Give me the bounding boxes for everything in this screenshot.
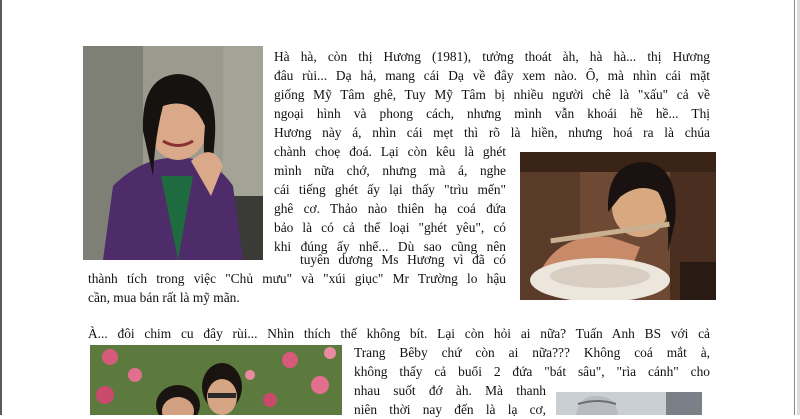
photo-huong-eating: [520, 152, 716, 300]
paragraph-1-line-11: khi đúng ấy nhể... Dù sao cũng nên: [274, 239, 506, 254]
paragraph-1-line-2: đâu rùi... Dạ hả, mang cái Dạ về đây xem nào. Ô, mà nhìn cái mặt: [274, 68, 710, 83]
paragraph-2-line-1: À... đôi chim cu đây rùi... Nhìn thích thế không bít. Lại còn hỏi ai nữa? Tuấn Anh BS với cả: [88, 326, 710, 341]
paragraph-1-line-10: bảo là có cả thể loại "ghét yêu", có: [274, 220, 506, 235]
paragraph-1-line-13: thành tích trong việc "Chủ mưu" và "xúi giục" Mr Trường lo hậu: [88, 271, 506, 286]
paragraph-1-line-4: ngoại hình và phong cách, nhưng mình vẫn khoái hề hề... Thị: [274, 106, 710, 121]
paragraph-1-line-1: Hà hà, còn thị Hương (1981), tưởng thoát àh, hà hà... thị Hương: [274, 49, 710, 64]
photo-huong-portrait: [83, 46, 263, 260]
paragraph-2-line-4: nhau suốt đớ àh. Mà thanh: [354, 383, 546, 398]
paragraph-2-line-5: niên thời nay đến là lạ cơ,: [354, 402, 546, 417]
paragraph-2-line-2: Trang Bêby chứ còn ai nữa??? Không coá mắt à,: [354, 345, 710, 360]
window-left-border: [0, 0, 2, 415]
paragraph-1-line-12: tuyên dương Ms Hương vì đã có: [300, 252, 506, 267]
photo-person-helmet: [556, 392, 702, 415]
photo-couple-flowers: [90, 345, 342, 415]
paragraph-1-line-8: cái tiếng ghét ấy lại thấy "trìu mến": [274, 182, 506, 197]
paragraph-2-line-3: không thấy cả buổi 2 đứa "bát sâu", "rìa cánh" cho: [354, 364, 710, 379]
paragraph-1-line-5: Hương này á, nhìn cái mẹt thì rõ là hiền, nhưng hoá ra là chúa: [274, 125, 710, 140]
paragraph-1-line-7: mình nữa chớ, nhưng mà á, nghe: [274, 163, 506, 178]
paragraph-1-line-14: cần, mua bán rất là mỹ mãn.: [88, 290, 240, 305]
paragraph-1-line-6: chành choẹ đoá. Lại còn kêu là ghét: [274, 144, 506, 159]
paragraph-1-line-3: giống Mỹ Tâm ghê, Tuy Mỹ Tâm bị nhiều người chê là "xấu" cả về: [274, 87, 710, 102]
paragraph-1-line-9: ghê cơ. Thảo nào thiên hạ coá đứa: [274, 201, 506, 216]
window-right-border: [794, 0, 795, 415]
